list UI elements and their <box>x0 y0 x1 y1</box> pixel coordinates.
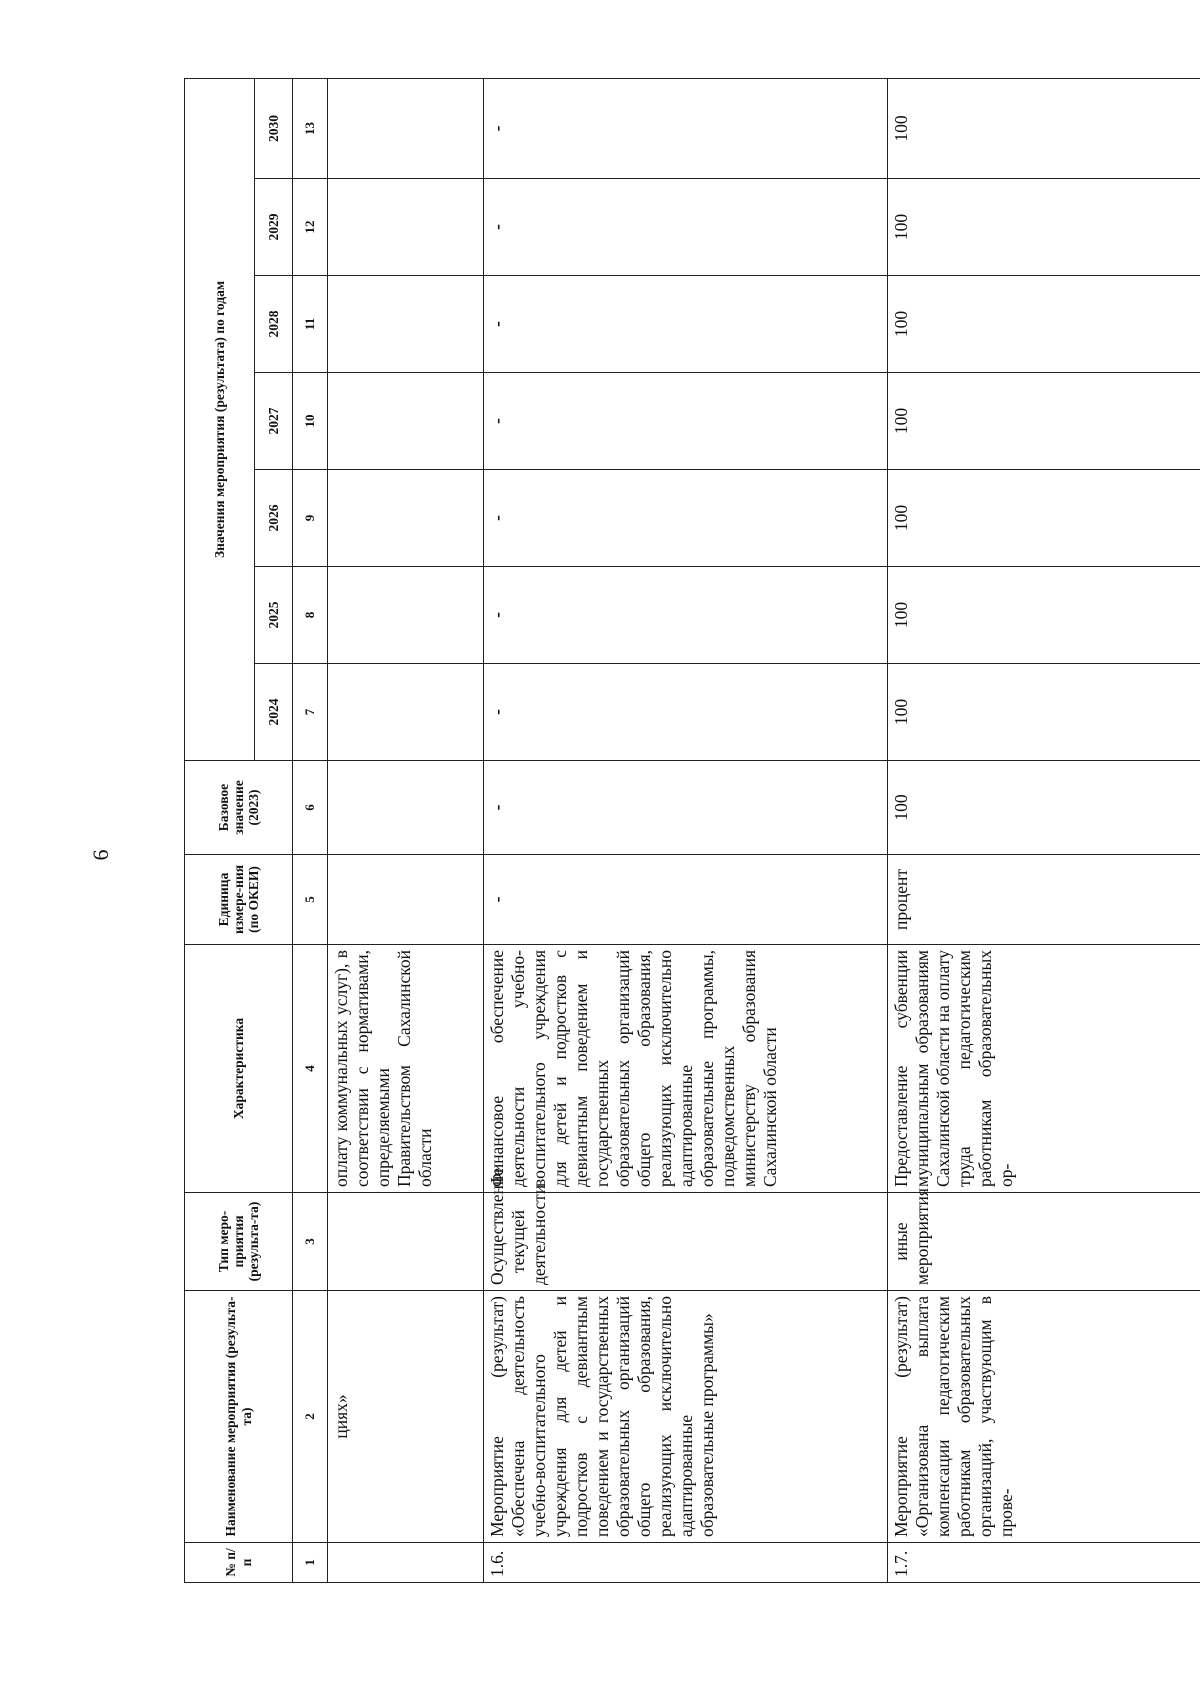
row-value <box>328 567 484 664</box>
row-value: 100 <box>887 567 1200 664</box>
column-number: 10 <box>293 373 328 470</box>
row-value <box>328 276 484 373</box>
column-number: 13 <box>293 78 328 178</box>
row-unit: - <box>483 855 887 945</box>
row-num <box>328 1543 484 1583</box>
column-number: 3 <box>293 1193 328 1291</box>
row-value: - <box>483 179 887 276</box>
column-number: 7 <box>293 664 328 761</box>
header-year: 2027 <box>255 373 293 470</box>
header-year: 2026 <box>255 470 293 567</box>
row-value: 100 <box>887 664 1200 761</box>
row-type: иные мероприятия <box>887 1193 1200 1291</box>
header-year: 2030 <box>255 78 293 178</box>
table-row <box>483 78 887 1582</box>
row-value: 100 <box>887 179 1200 276</box>
row-characteristic: Предоставление субвенции муниципальным образованиям Сахалинской области на оплату труда педагогическим работникам образовательных ор- <box>887 945 1200 1193</box>
row-value: 100 <box>887 276 1200 373</box>
row-value: 100 <box>887 470 1200 567</box>
column-number: 8 <box>293 567 328 664</box>
row-value: 100 <box>887 78 1200 178</box>
row-characteristic: оплату коммунальных услуг), в соответствии с нормативами, определяемыми Правительством Сахалинской области <box>328 945 484 1193</box>
header-unit: Единица измере-ния (по ОКЕИ) <box>185 855 293 945</box>
row-value: - <box>483 567 887 664</box>
row-type <box>328 1193 484 1291</box>
header-characteristic: Характеристика <box>185 945 293 1193</box>
activities-table <box>184 78 1200 1583</box>
activities-table-rotated <box>184 78 1200 1583</box>
header-base-value: Базовое значение (2023) <box>185 761 293 855</box>
column-number: 11 <box>293 276 328 373</box>
header-values-by-year: Значения мероприятия (результата) по годам <box>185 78 255 760</box>
column-number: 12 <box>293 179 328 276</box>
header-num: № п/п <box>185 1543 293 1583</box>
row-base: 100 <box>887 761 1200 855</box>
row-unit <box>328 855 484 945</box>
row-value: - <box>483 373 887 470</box>
row-value <box>328 78 484 178</box>
row-value: - <box>483 470 887 567</box>
header-year: 2028 <box>255 276 293 373</box>
column-number: 9 <box>293 470 328 567</box>
column-number: 4 <box>293 945 328 1193</box>
row-name: Мероприятие (результат) «Организована выплата компенсации педагогическим работникам образовательных организаций, участвующим в прове- <box>887 1291 1200 1543</box>
row-characteristic: Финансовое обеспечение деятельности учебно-воспитательного учреждения для детей и подростков с девиантным поведением и государственных образовательных организаций общего образования, реализующих исключительно адаптированные образовательные программы, подведомственных министерству образования Сахалинской области <box>483 945 887 1193</box>
column-number: 1 <box>293 1543 328 1583</box>
row-unit: процент <box>887 855 1200 945</box>
table-row <box>887 78 1200 1582</box>
row-value <box>328 664 484 761</box>
header-year: 2025 <box>255 567 293 664</box>
column-number: 5 <box>293 855 328 945</box>
header-year: 2024 <box>255 664 293 761</box>
row-value: - <box>483 78 887 178</box>
header-name: Наименование мероприятия (результа-та) <box>185 1291 293 1543</box>
row-value: 100 <box>887 373 1200 470</box>
row-value: - <box>483 276 887 373</box>
row-num: 1.6. <box>483 1543 887 1583</box>
row-name: циях» <box>328 1291 484 1543</box>
header-year: 2029 <box>255 179 293 276</box>
row-base: - <box>483 761 887 855</box>
row-value <box>328 470 484 567</box>
row-value <box>328 373 484 470</box>
row-type: Осуществление текущей деятельности <box>483 1193 887 1291</box>
table-row <box>328 78 484 1582</box>
row-num: 1.7. <box>887 1543 1200 1583</box>
header-type: Тип меро-приятия (результа-та) <box>185 1193 293 1291</box>
column-number: 6 <box>293 761 328 855</box>
row-value <box>328 179 484 276</box>
row-base <box>328 761 484 855</box>
row-value: - <box>483 664 887 761</box>
column-number: 2 <box>293 1291 328 1543</box>
page-number: 6 <box>88 849 113 861</box>
row-name: Мероприятие (результат) «Обеспечена деятельность учебно-воспитательного учреждения для детей и подростков с девиантным поведением и государственных образовательных организаций общего образования, реализующих исключительно адаптированные образовательные программы» <box>483 1291 887 1543</box>
